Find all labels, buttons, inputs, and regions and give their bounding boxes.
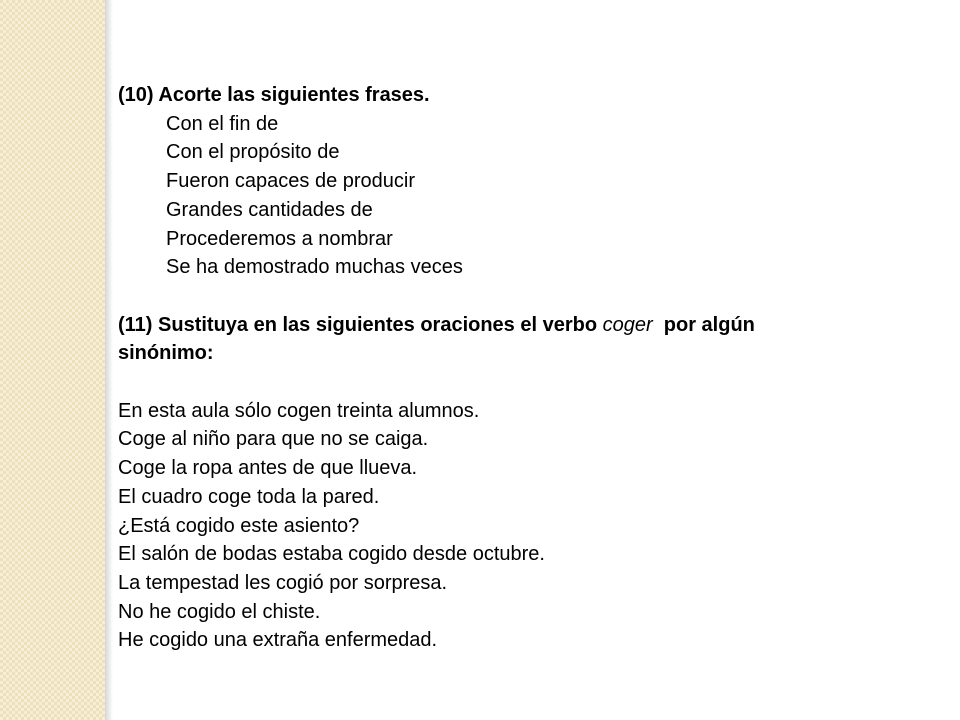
sentence-item: Coge al niño para que no se caiga. [118,428,429,451]
exercise-11-heading-line2: sinónimo: [118,342,214,365]
sentence-item: Coge la ropa antes de que llueva. [118,457,418,480]
exercise-11-heading-suffix: por algún [663,313,755,336]
decorative-side-stripe [0,0,105,720]
exercise-11-heading-prefix: (11) Sustituya en las siguientes oraciones el verbo [118,313,598,336]
list-item: Grandes cantidades de [166,198,373,221]
sentence-item: No he cogido el chiste. [118,600,321,623]
exercise-11-sentences [118,397,938,655]
exercise-11 [118,311,938,655]
exercise-11-heading-verb: coger [602,313,653,336]
exercise-11-heading [118,311,938,368]
sentence-item: En esta aula sólo cogen treinta alumnos. [118,399,480,422]
exercise-10-list [118,110,938,282]
list-item: Fueron capaces de producir [166,170,416,193]
list-item: Procederemos a nombrar [166,227,393,250]
list-item: Se ha demostrado muchas veces [166,256,463,279]
list-item: Con el propósito de [166,141,340,164]
exercise-10-heading: (10) Acorte las siguientes frases. [118,84,430,106]
sentence-item: He cogido una extraña enfermedad. [118,629,438,652]
slide-content [118,81,938,655]
sentence-item: El cuadro coge toda la pared. [118,485,380,508]
list-item: Con el fin de [166,112,279,135]
sentence-item: El salón de bodas estaba cogido desde octubre. [118,543,545,566]
sentence-item: ¿Está cogido este asiento? [118,514,360,537]
sentence-item: La tempestad les cogió por sorpresa. [118,571,448,594]
exercise-10 [118,81,938,282]
side-stripe-shadow [105,0,113,720]
